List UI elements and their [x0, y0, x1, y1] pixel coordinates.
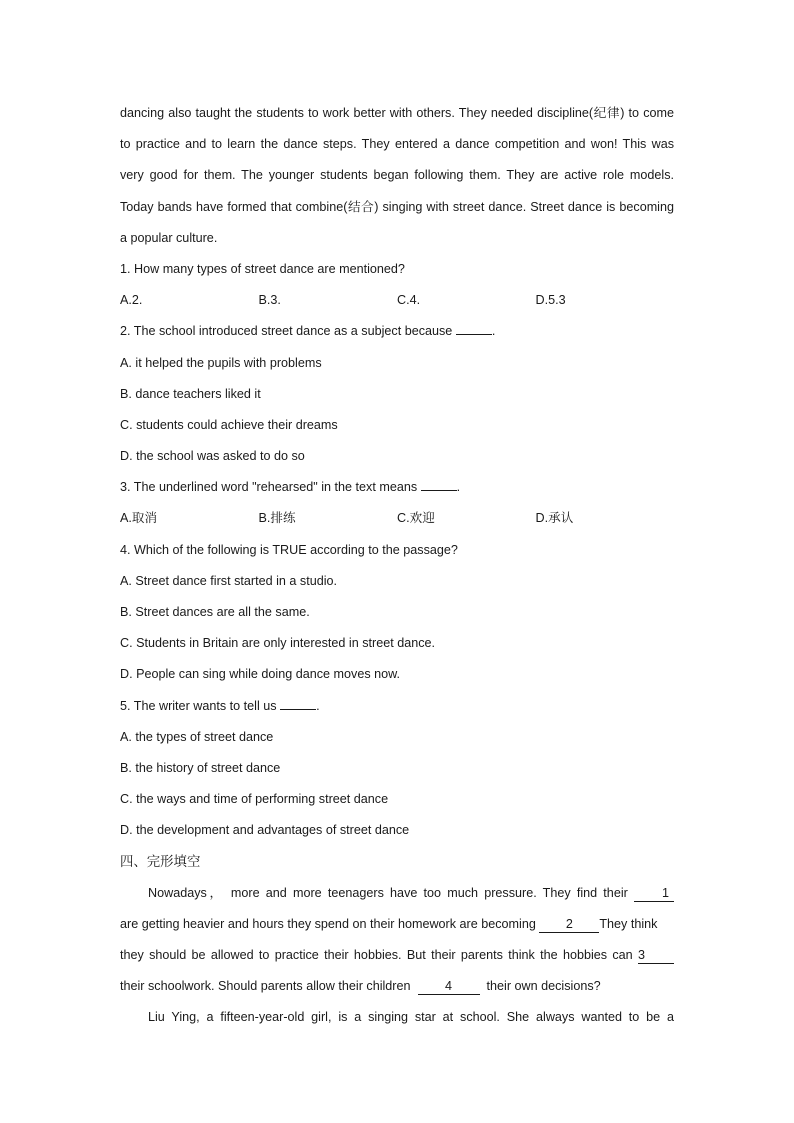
- question-3-stem: [120, 476, 674, 507]
- passage-line: Today bands have formed that combine(结合) singing with street dance. Street dance is becoming: [120, 199, 674, 214]
- passage-line: very good for them. The younger students began following them. They are active role models.: [120, 168, 674, 183]
- option-a: A. the types of street dance: [120, 729, 274, 744]
- cloze-line-3: [120, 944, 674, 975]
- cloze-blank-2: 2: [539, 917, 599, 933]
- passage-line: dancing also taught the students to work better with others. They needed discipline(纪律) to come: [120, 106, 674, 120]
- answer-blank: [456, 323, 492, 335]
- option-d: D.5.3: [535, 293, 566, 308]
- cloze-text: their schoolwork. Should parents allow their children: [120, 979, 411, 994]
- question-end: .: [491, 324, 496, 339]
- question-end: .: [316, 698, 320, 713]
- answer-blank: [280, 698, 316, 710]
- cloze-line-2: [120, 913, 674, 944]
- option-b: B. Street dances are all the same.: [120, 605, 310, 619]
- document-page: [120, 102, 674, 1038]
- option-a: A.取消: [120, 511, 158, 526]
- question-4-stem: 4. Which of the following is TRUE according to the passage?: [120, 542, 458, 557]
- passage-line: to practice and to learn the dance steps. They entered a dance competition and won! This was: [120, 137, 674, 152]
- cloze-text: They think: [599, 916, 658, 931]
- option-a: A. it helped the pupils with problems: [120, 355, 322, 370]
- option-b: B. dance teachers liked it: [120, 386, 261, 401]
- question-1-options: [120, 289, 674, 320]
- option-c: C. the ways and time of performing street dance: [120, 792, 389, 807]
- cloze-text: their own decisions?: [486, 979, 601, 994]
- cloze-text: Nowadays， more and more teenagers have too much pressure. They find their: [148, 885, 628, 900]
- cloze-blank-3: 3: [638, 948, 674, 964]
- cloze-blank-4: 4: [418, 979, 480, 995]
- question-3-text: 3. The underlined word "rehearsed" in the text means: [120, 480, 418, 495]
- cloze-line-1: [120, 882, 674, 913]
- question-end: .: [456, 480, 461, 495]
- option-b: B.排练: [258, 511, 296, 526]
- cloze-blank-1: 1: [634, 886, 674, 902]
- option-a: A. Street dance first started in a studio.: [120, 573, 338, 588]
- option-d: D. People can sing while doing dance moves now.: [120, 667, 401, 682]
- question-5-text: 5. The writer wants to tell us: [120, 698, 277, 713]
- question-3-options: [120, 507, 674, 538]
- cloze-line-4: [120, 975, 674, 1006]
- question-1-stem: 1. How many types of street dance are mentioned?: [120, 261, 405, 276]
- question-5-stem: [120, 695, 674, 726]
- option-d: D.承认: [535, 511, 574, 526]
- cloze-text: are getting heavier and hours they spend on their homework are becoming: [120, 916, 536, 931]
- cloze-line-5: Liu Ying, a fifteen-year-old girl, is a singing star at school. She always wanted to be a: [148, 1010, 674, 1025]
- option-d: D. the development and advantages of street dance: [120, 823, 410, 838]
- option-c: C.欢迎: [397, 511, 435, 526]
- option-a: A.2.: [120, 293, 143, 308]
- question-2-text: 2. The school introduced street dance as a subject because: [120, 324, 453, 339]
- passage-line: a popular culture.: [120, 230, 218, 245]
- answer-blank: [421, 479, 457, 491]
- section-heading: 四、完形填空: [120, 853, 201, 869]
- option-c: C. Students in Britain are only interested in street dance.: [120, 636, 436, 651]
- option-c: C.4.: [397, 293, 421, 308]
- question-2-stem: [120, 320, 674, 351]
- option-d: D. the school was asked to do so: [120, 449, 305, 464]
- cloze-text: they should be allowed to practice their hobbies. But their parents think the hobbies can: [120, 948, 633, 963]
- option-b: B. the history of street dance: [120, 760, 281, 775]
- option-b: B.3.: [258, 293, 281, 308]
- option-c: C. students could achieve their dreams: [120, 417, 338, 432]
